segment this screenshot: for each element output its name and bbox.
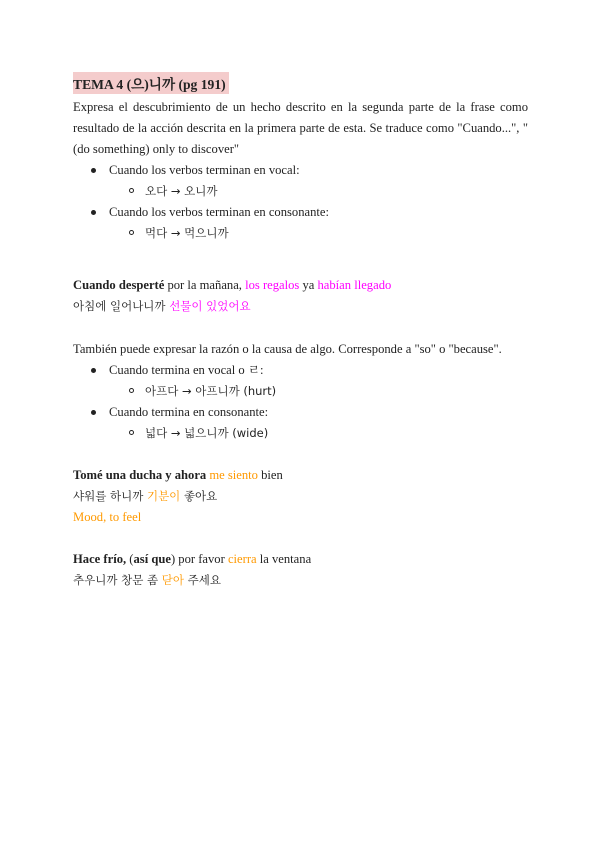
- example-1-korean: 아침에 일어나니까 선물이 있었어요: [73, 299, 251, 313]
- rule-list-2: [73, 360, 528, 444]
- list-item: Cuando los verbos terminan en consonante:: [73, 202, 528, 223]
- example-text: 오다 → 오니까: [145, 184, 218, 198]
- example-3-korean: 추우니까 창문 좀 닫아 주세요: [73, 573, 221, 587]
- document-page: [73, 72, 528, 591]
- intro-paragraph-2: También puede expresar la razón o la causa de algo. Corresponde a "so" o "because".: [73, 342, 502, 356]
- list-item: Cuando termina en vocal o ㄹ:: [73, 360, 528, 381]
- list-subitem: [73, 223, 528, 244]
- example-text: 넓다 → 넓으니까 (wide): [145, 426, 269, 440]
- intro-paragraph: Expresa el descubrimiento de un hecho descrito en la segunda parte de la frase como resultado de la acción descrita en la primera parte de esta. Se traduce como "Cuando...", "(do something) only to discover": [73, 100, 528, 156]
- example-text: 먹다 → 먹으니까: [145, 226, 229, 240]
- example-2-spanish: Tomé una ducha y ahora me siento bien: [73, 468, 283, 482]
- list-subitem: [73, 181, 528, 202]
- example-text: 아프다 → 아프니까 (hurt): [145, 384, 277, 398]
- example-2-note: Mood, to feel: [73, 510, 142, 524]
- list-item: Cuando termina en consonante:: [73, 402, 528, 423]
- list-item: Cuando los verbos terminan en vocal:: [73, 160, 528, 181]
- example-2-korean: 샤워를 하니까 기분이 좋아요: [73, 489, 218, 503]
- example-1-spanish: Cuando desperté por la mañana, los regalos ya habían llegado: [73, 278, 392, 292]
- example-3-spanish: Hace frío, (así que) por favor cierra la ventana: [73, 552, 312, 566]
- list-subitem: [73, 423, 528, 444]
- list-subitem: [73, 381, 528, 402]
- section-title: TEMA 4 (으)니까 (pg 191): [73, 72, 229, 94]
- rule-list-1: [73, 160, 528, 244]
